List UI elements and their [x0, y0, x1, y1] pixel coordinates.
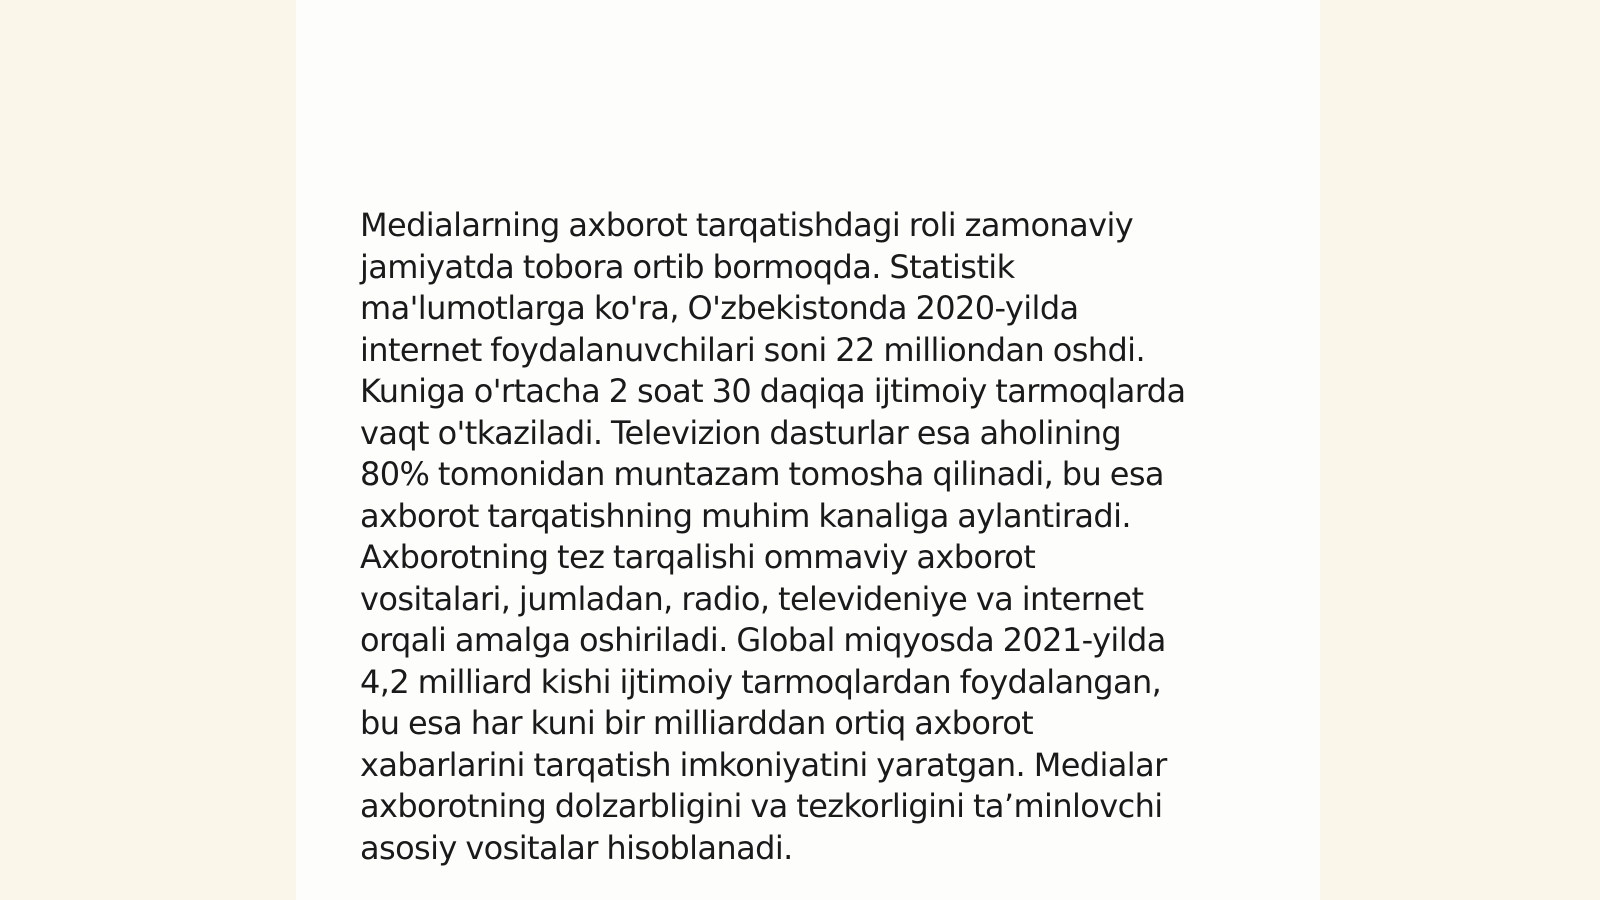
- paragraph-line: Kuniga o'rtacha 2 soat 30 daqiqa ijtimoiy tarmoqlarda: [360, 372, 1186, 410]
- paragraph-line: bu esa har kuni bir milliarddan ortiq axborot: [360, 704, 1034, 742]
- paragraph-line: orqali amalga oshiriladi. Global miqyosda 2021-yilda: [360, 621, 1166, 659]
- paragraph-line: vositalari, jumladan, radio, televideniye va internet: [360, 579, 1144, 618]
- paragraph-line: vaqt o'tkaziladi. Televizion dasturlar esa aholining: [360, 413, 1122, 452]
- paragraph-line: internet foydalanuvchilari soni 22 milliondan oshdi.: [360, 330, 1146, 369]
- paragraph-line: Medialarning axborot tarqatishdagi roli zamonaviy: [360, 206, 1134, 244]
- paragraph-line: ma'lumotlarga ko'ra, O'zbekistonda 2020-yilda: [360, 289, 1079, 327]
- paragraph-line: 4,2 milliard kishi ijtimoiy tarmoqlardan foydalangan,: [360, 662, 1162, 701]
- document-page: [296, 0, 1320, 900]
- paragraph-line: axborotning dolzarbligini va tezkorligini ta’minlovchi: [360, 787, 1163, 825]
- paragraph-line: 80% tomonidan muntazam tomosha qilinadi, bu esa: [360, 455, 1164, 493]
- paragraph-line: Axborotning tez tarqalishi ommaviy axborot: [360, 538, 1036, 576]
- paragraph-line: axborot tarqatishning muhim kanaliga aylantiradi.: [360, 496, 1132, 535]
- paragraph-line: jamiyatda tobora ortib bormoqda. Statistik: [360, 247, 1015, 286]
- paragraph-line: asosiy vositalar hisoblanadi.: [360, 828, 793, 867]
- paragraph-line: xabarlarini tarqatish imkoniyatini yaratgan. Medialar: [360, 745, 1167, 784]
- body-paragraph: [360, 205, 1260, 869]
